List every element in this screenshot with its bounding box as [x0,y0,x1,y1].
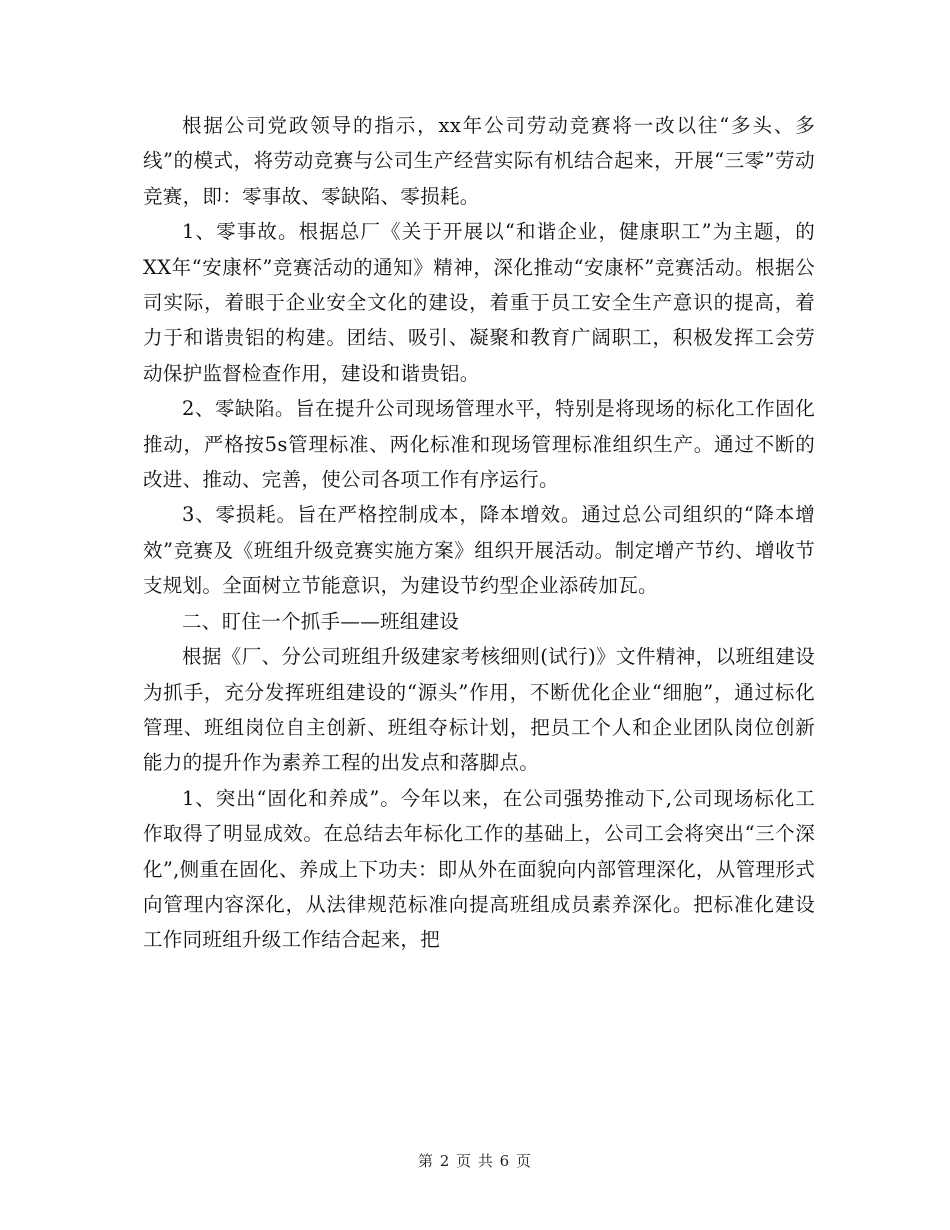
document-body [143,108,815,958]
paragraph-zero-loss: 3、零损耗。旨在严格控制成本，降本增效。通过总公司组织的“降本增效”竞赛及《班组升级竞赛实施方案》组织开展活动。制定增产节约、增收节支规划。全面树立节能意识，为建设节约型企业添砖加瓦。 [143,503,815,598]
paragraph-team-building: 根据《厂、分公司班组升级建家考核细则(试行)》文件精神，以班组建设为抓手，充分发挥班组建设的“源头”作用，不断优化企业“细胞”，通过标化管理、班组岗位自主创新、班组夺标计划，把员工个人和企业团队岗位创新能力的提升作为素养工程的出发点和落脚点。 [143,645,815,775]
paragraph-zero-accident: 1、零事故。根据总厂《关于开展以“和谐企业，健康职工”为主题，的XX年“安康杯”竞赛活动的通知》精神，深化推动“安康杯”竞赛活动。根据公司实际，着眼于企业安全文化的建设，着重于员工安全生产意识的提高，着力于和谐贵铝的构建。团结、吸引、凝聚和教育广阔职工，积极发挥工会劳动保护监督检查作用，建设和谐贵铝。 [143,220,815,385]
paragraph-zero-defect: 2、零缺陷。旨在提升公司现场管理水平，特别是将现场的标化工作固化推动，严格按5s管理标准、两化标准和现场管理标准组织生产。通过不断的改进、推动、完善，使公司各项工作有序运行。 [143,397,815,492]
paragraph-intro: 根据公司党政领导的指示，xx年公司劳动竞赛将一改以往“多头、多线”的模式，将劳动竞赛与公司生产经营实际有机结合起来，开展“三零”劳动竞赛，即：零事故、零缺陷、零损耗。 [143,114,815,208]
paragraph-solidify-habit: 1、突出“固化和养成”。今年以来，在公司强势推动下,公司现场标化工作取得了明显成效。在总结去年标化工作的基础上，公司工会将突出“三个深化”,侧重在固化、养成上下功夫：即从外在面貌向内部管理深化，从管理形式向管理内容深化，从法律规范标准向提高班组成员素养深化。把标准化建设工作同班组升级工作结合起来，把 [143,786,815,952]
page-footer: 第 2 页 共 6 页 [418,1152,532,1170]
section-heading-team-building: 二、盯住一个抓手——班组建设 [182,609,460,633]
